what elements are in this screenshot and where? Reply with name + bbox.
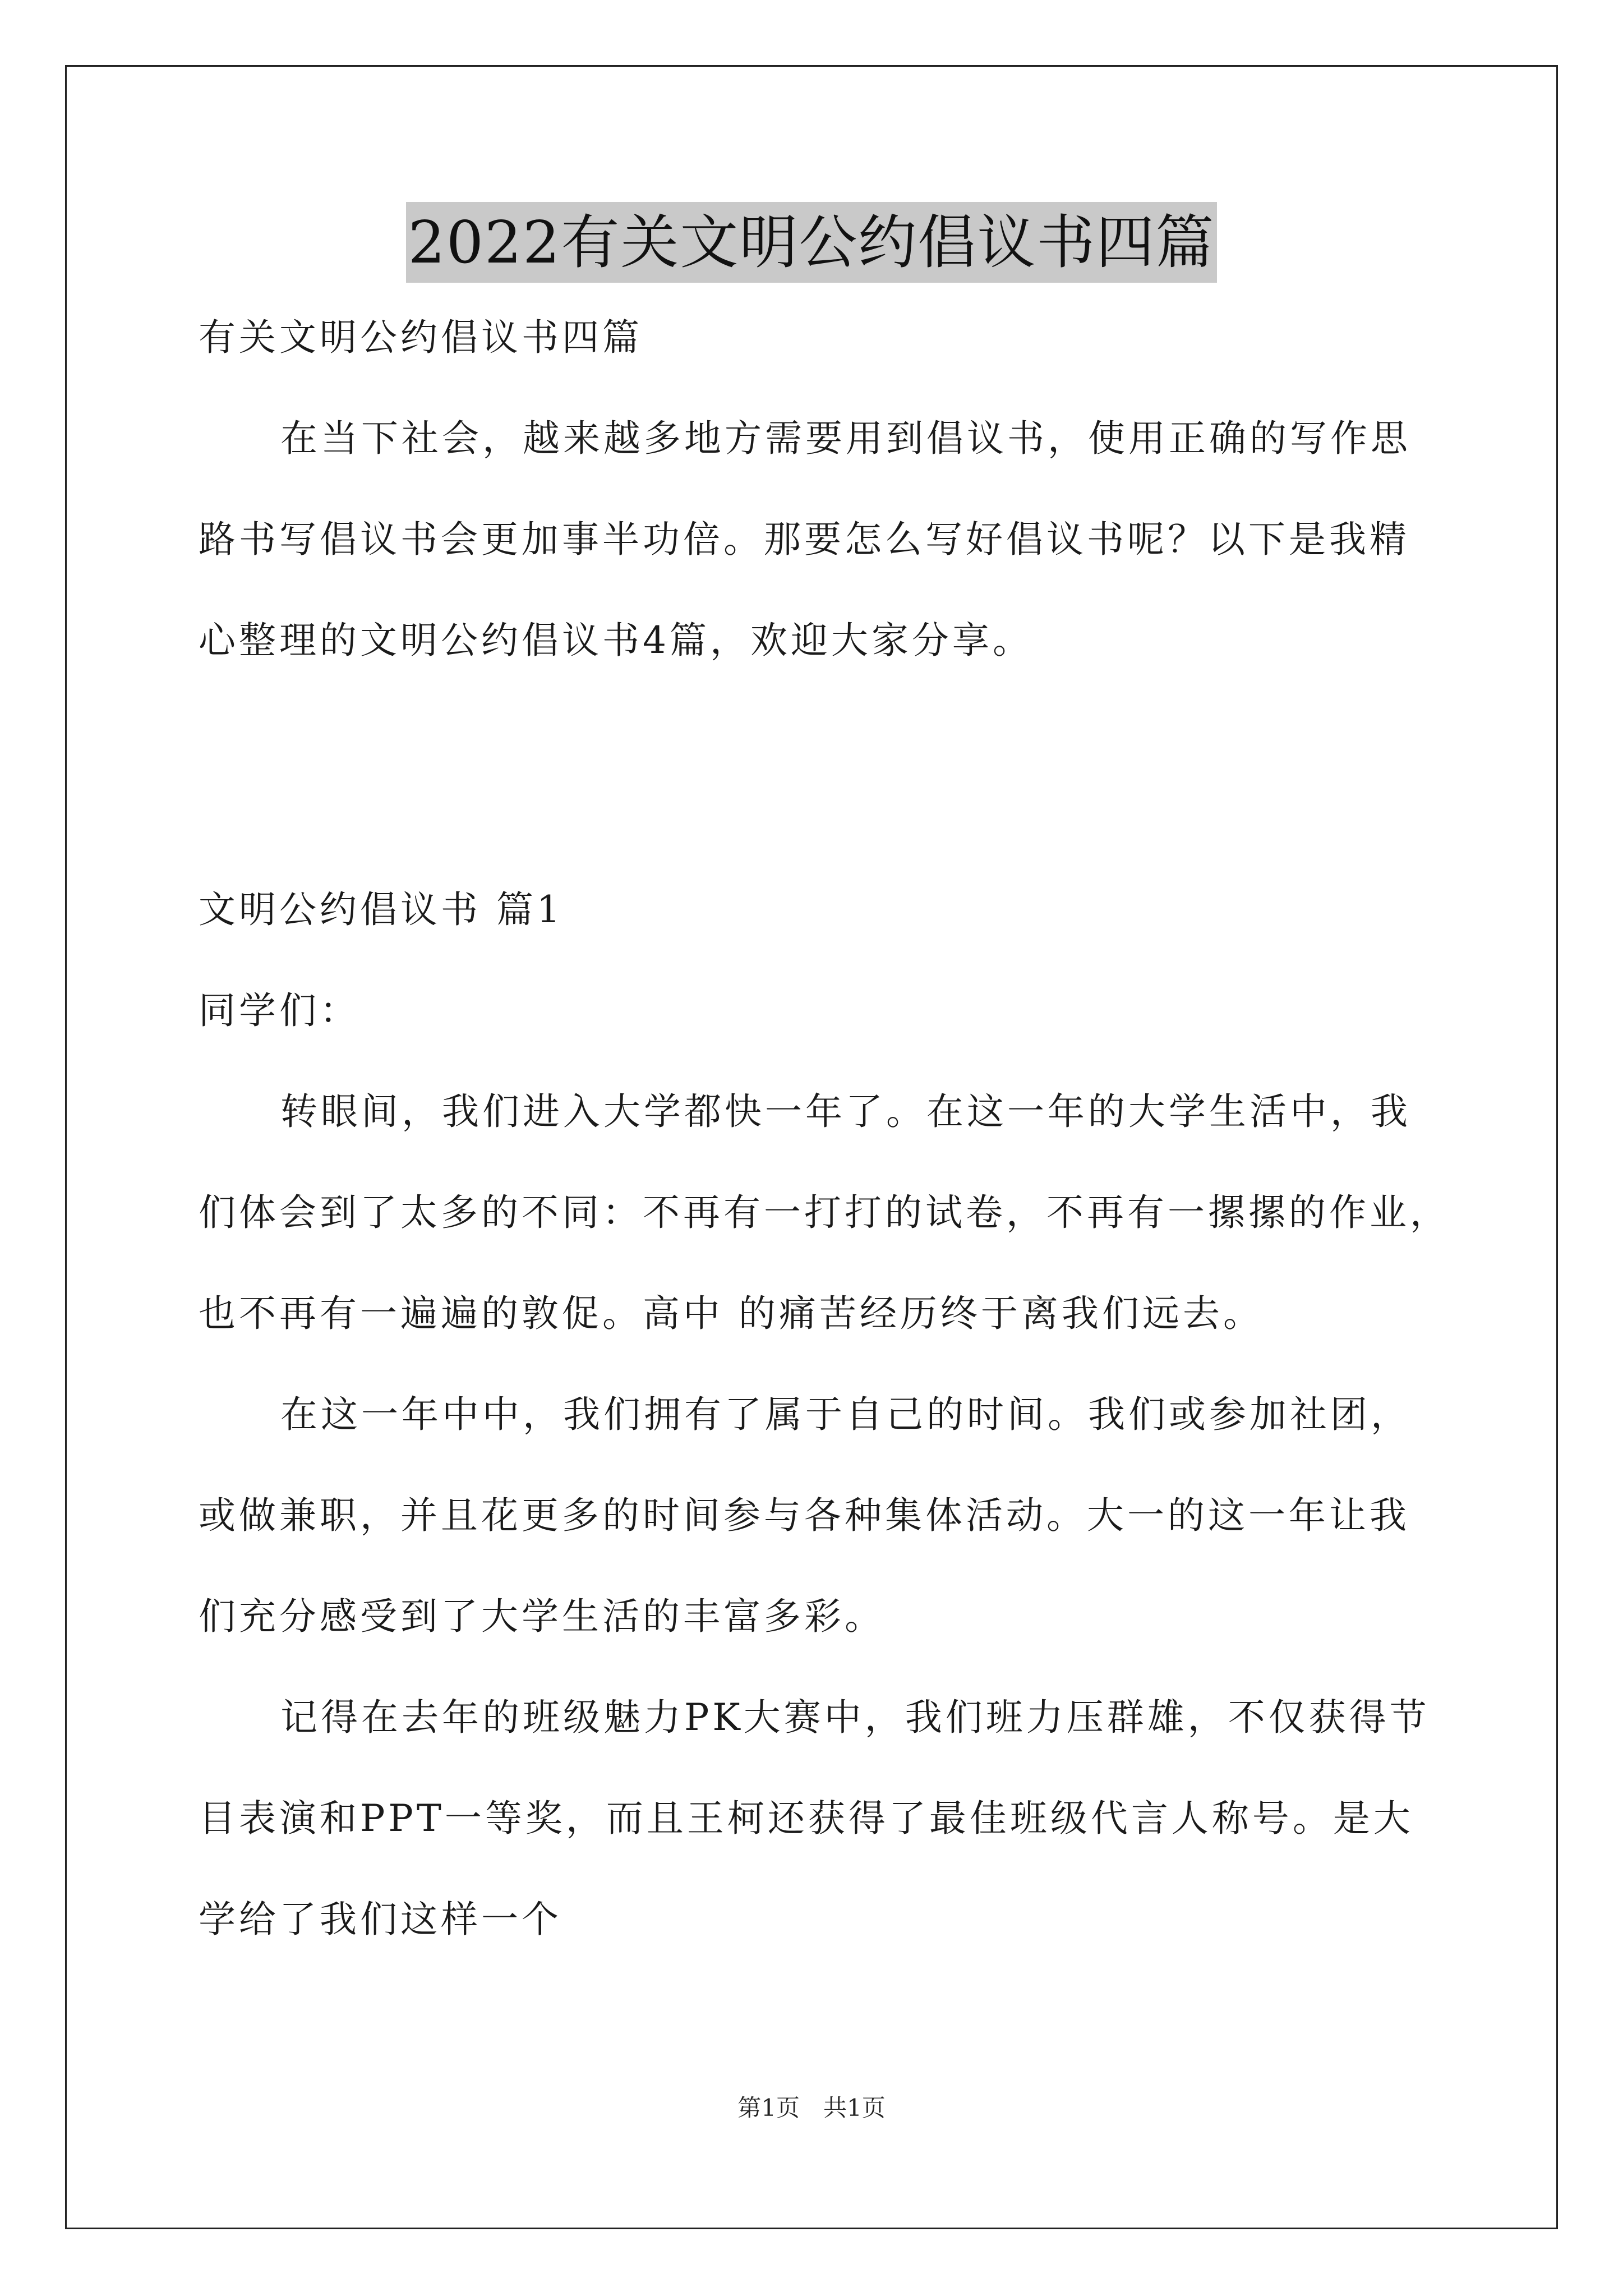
paragraph-line: 在当下社会，越来越多地方需要用到倡议书，使用正确的写作思 <box>280 417 1411 460</box>
paragraph-line: 路书写倡议书会更加事半功倍。那要怎么写好倡议书呢？以下是我精 <box>199 518 1410 561</box>
paragraph-line: 们充分感受到了大学生活的丰富多彩。 <box>199 1595 885 1638</box>
paragraph-line: 心整理的文明公约倡议书4篇，欢迎大家分享。 <box>199 619 1033 662</box>
paragraph-line: 学给了我们这样一个 <box>199 1898 562 1941</box>
section-heading: 文明公约倡议书 篇1 <box>199 888 564 931</box>
paragraph-line: 目表演和PPT一等奖，而且王柯还获得了最佳班级代言人称号。是大 <box>199 1797 1414 1840</box>
paragraph-line: 或做兼职，并且花更多的时间参与各种集体活动。大一的这一年让我 <box>199 1494 1410 1537</box>
paragraph-line: 们体会到了太多的不同：不再有一打打的试卷，不再有一摞摞的作业， <box>199 1191 1450 1234</box>
title-container <box>0 202 1623 283</box>
document-title: 2022有关文明公约倡议书四篇 <box>406 202 1218 283</box>
paragraph-line: 记得在去年的班级魅力PK大赛中，我们班力压群雄，不仅获得节 <box>280 1696 1430 1739</box>
paragraph-line: 转眼间，我们进入大学都快一年了。在这一年的大学生活中，我 <box>280 1090 1411 1133</box>
paragraph-line: 也不再有一遍遍的敦促。高中 的痛苦经历终于离我们远去。 <box>199 1292 1264 1335</box>
subtitle-line: 有关文明公约倡议书四篇 <box>199 316 643 359</box>
salutation: 同学们： <box>199 989 360 1032</box>
paragraph-line: 在这一年中中，我们拥有了属于自己的时间。我们或参加社团， <box>280 1393 1411 1436</box>
page-footer: 第1页 共1页 <box>737 2094 886 2122</box>
